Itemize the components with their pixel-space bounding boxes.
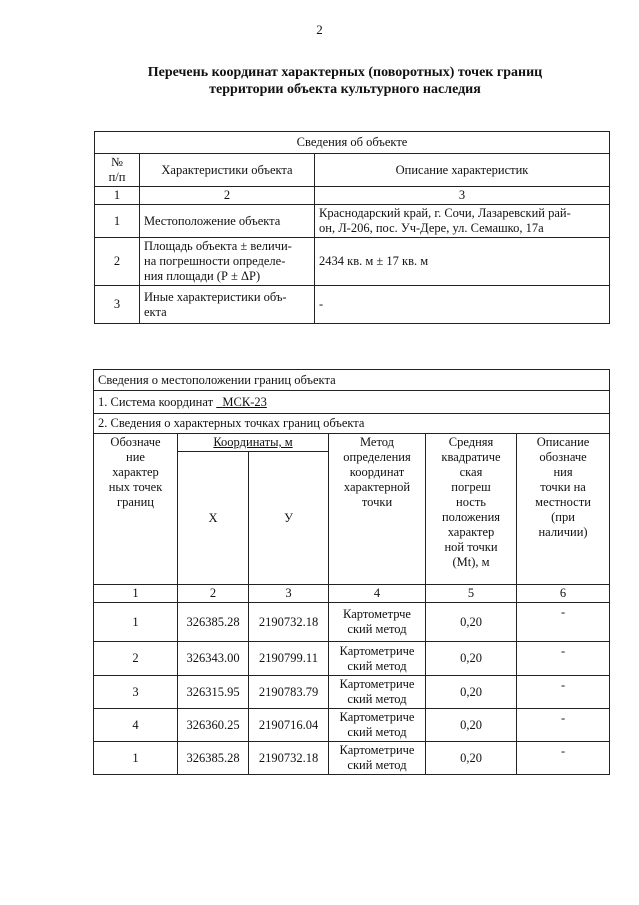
- col-number-header: № п/п: [95, 154, 140, 187]
- index-cell: 2: [140, 187, 315, 205]
- index-cell: 3: [315, 187, 610, 205]
- table-row: [95, 286, 610, 324]
- point-error: 0,20: [426, 709, 517, 742]
- boundaries-table: [93, 369, 610, 775]
- characteristic-cell: Местоположение объекта: [140, 205, 315, 238]
- col-description-header: Описание характеристик: [315, 154, 610, 187]
- point-description: -: [517, 676, 610, 709]
- point-method: Картометриче ский метод: [329, 642, 426, 676]
- object-info-header: Сведения об объекте: [95, 132, 610, 154]
- table-row: [95, 205, 610, 238]
- col-x-header: X: [178, 452, 249, 585]
- point-y: 2190732.18: [249, 742, 329, 775]
- description-cell: 2434 кв. м ± 17 кв. м: [315, 238, 610, 286]
- point-description: -: [517, 603, 610, 642]
- description-cell: -: [315, 286, 610, 324]
- coord-system-value: МСК-23: [222, 394, 267, 409]
- description-cell: Краснодарский край, г. Сочи, Лазаревский рай- он, Л-206, пос. Уч-Дере, ул. Семашко, 17а: [315, 205, 610, 238]
- index-cell: 1: [94, 585, 178, 603]
- point-x: 326385.28: [178, 742, 249, 775]
- point-description: -: [517, 742, 610, 775]
- point-x: 326360.25: [178, 709, 249, 742]
- row-number: 1: [95, 205, 140, 238]
- point-method: Картометриче ский метод: [329, 742, 426, 775]
- coord-system-label: 1. Система координат: [98, 394, 214, 409]
- index-cell: 1: [95, 187, 140, 205]
- points-header: 2. Сведения о характерных точках границ объекта: [94, 414, 610, 434]
- col-error-header: Средняя квадратиче ская погреш ность положения характер ной точки (Mt), м: [426, 434, 517, 585]
- col-method-header: Метод определения координат характерной точки: [329, 434, 426, 585]
- point-error: 0,20: [426, 642, 517, 676]
- col-characteristic-header: Характеристики объекта: [140, 154, 315, 187]
- point-method: Картометриче ский метод: [329, 709, 426, 742]
- point-method: Картометрче ский метод: [329, 603, 426, 642]
- point-method: Картометриче ский метод: [329, 676, 426, 709]
- point-error: 0,20: [426, 676, 517, 709]
- coord-system-row: [94, 391, 610, 414]
- col-y-header: У: [249, 452, 329, 585]
- point-designation: 2: [94, 642, 178, 676]
- table-row: [94, 642, 610, 676]
- table-row: [95, 238, 610, 286]
- col-designation-header: Обозначе ние характер ных точек границ: [94, 434, 178, 585]
- index-cell: 4: [329, 585, 426, 603]
- page-number: 2: [316, 22, 323, 37]
- row-number: 2: [95, 238, 140, 286]
- point-y: 2190732.18: [249, 603, 329, 642]
- title-line-1: Перечень координат характерных (поворотных) точек границ: [147, 65, 543, 80]
- col-description-header: Описание обозначе ния точки на местности (при наличии): [517, 434, 610, 585]
- point-x: 326315.95: [178, 676, 249, 709]
- point-y: 2190716.04: [249, 709, 329, 742]
- point-designation: 1: [94, 742, 178, 775]
- point-x: 326385.28: [178, 603, 249, 642]
- point-y: 2190799.11: [249, 642, 329, 676]
- index-cell: 2: [178, 585, 249, 603]
- object-info-table: [94, 131, 610, 324]
- characteristic-cell: Иные характеристики объ- екта: [140, 286, 315, 324]
- point-description: -: [517, 709, 610, 742]
- index-cell: 6: [517, 585, 610, 603]
- point-designation: 1: [94, 603, 178, 642]
- index-cell: 5: [426, 585, 517, 603]
- point-description: -: [517, 642, 610, 676]
- document-title: [110, 64, 580, 98]
- table-row: [94, 676, 610, 709]
- table-row: [94, 603, 610, 642]
- table-row: [94, 742, 610, 775]
- index-cell: 3: [249, 585, 329, 603]
- table-row: [94, 709, 610, 742]
- title-line-2: территории объекта культурного наследия: [209, 82, 481, 97]
- col-coordinates-header: Координаты, м: [178, 434, 329, 452]
- point-error: 0,20: [426, 742, 517, 775]
- point-designation: 3: [94, 676, 178, 709]
- point-y: 2190783.79: [249, 676, 329, 709]
- point-x: 326343.00: [178, 642, 249, 676]
- characteristic-cell: Площадь объекта ± величи- на погрешности определе- ния площади (Р ± ΔР): [140, 238, 315, 286]
- point-designation: 4: [94, 709, 178, 742]
- row-number: 3: [95, 286, 140, 324]
- point-error: 0,20: [426, 603, 517, 642]
- boundaries-header: Сведения о местоположении границ объекта: [94, 370, 610, 391]
